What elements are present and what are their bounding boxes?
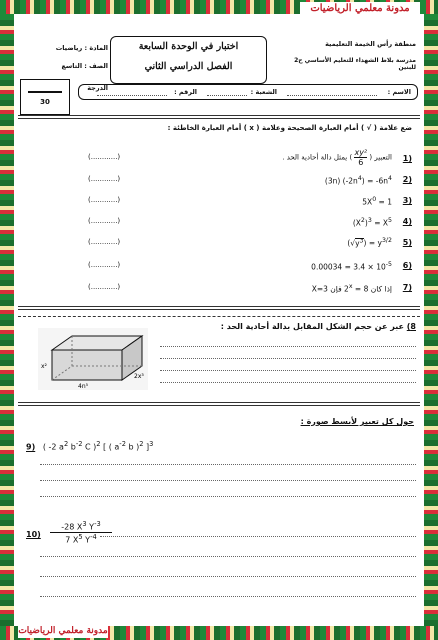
section1-instruction: ضع علامة ( √ ) أمام العبارة الصحيحة وعلامة ( x ) أمام العبارة الخاطئة : (167, 124, 412, 132)
number-label: الرقم : (174, 88, 197, 96)
student-info-row (78, 84, 418, 100)
divider-2 (18, 306, 420, 310)
rectangular-prism-figure (38, 328, 148, 390)
school-text: مدرسة بلاط الشهداء للتعليم الأساسي ح2 للبنين (294, 57, 416, 71)
list-item: 1) التعبير ( $\frac{\text{xy²}}{6}$ ) يمثل دالة أحادية الحد . (............) (88, 148, 412, 167)
divider-3 (18, 316, 420, 317)
score-label: الدرجة (87, 84, 108, 92)
answer-blank[interactable]: (............) (88, 217, 121, 225)
score-max: 30 (40, 98, 50, 106)
decorative-border-left (0, 0, 14, 640)
fig-label-height: x² (41, 363, 47, 370)
subject-text: المادة : رياضيات (55, 44, 108, 52)
list-item: 4) $(X^2)^3 = X^5$ (............) (88, 217, 412, 228)
score-box (20, 79, 70, 115)
bottom-banner: مدونة معلمي الرياضيات (18, 626, 108, 636)
list-item: 3) $5X^0 = 1$ (............) (88, 196, 412, 207)
answer-blank[interactable]: (............) (88, 196, 121, 204)
list-item: 7) إذا كان $2^x = 8$ فإن X=3 (............) (88, 283, 412, 294)
exam-term: الفصل الدراسي الثاني (144, 61, 233, 72)
q9-expression: 9) ( -2 $a^2$ $b^{-2}$ C )$^2$ [ ( $a^{-2}$ b )$^2$ ]$^3$ (26, 440, 154, 452)
answer-blank[interactable]: (............) (88, 238, 121, 246)
name-label: الاسم : (387, 88, 411, 96)
list-item: 5) $(√y^3) = y^{3/2}$ (............) (88, 237, 412, 248)
decorative-border-right (424, 0, 438, 640)
grade-text: الصف : التاسع (61, 62, 108, 70)
list-item: 6) $0.00034 = 3.4 \times 10^{-5}$ (............) (88, 261, 412, 272)
region-text: منطقة رأس الخيمة التعليمية (325, 40, 416, 48)
divider-1 (18, 115, 420, 119)
section-label: الشعبة : (250, 88, 277, 96)
answer-blank[interactable]: (............) (88, 153, 121, 161)
q1-text-b: ) يمثل دالة أحادية الحد . (282, 153, 353, 162)
q1-fraction: $\frac{\text{xy²}}{6}$ (354, 148, 368, 167)
top-banner: مدونة معلمي الرياضيات (300, 2, 420, 16)
exam-title-box (110, 36, 267, 84)
divider-4 (18, 402, 420, 406)
fig-label-length: 4n⁵ (78, 383, 89, 390)
exam-title: اختبار في الوحدة السابعة (138, 41, 239, 52)
fig-label-width: 2x³ (134, 373, 144, 380)
answer-blank[interactable]: (............) (88, 175, 121, 183)
answer-blank[interactable]: (............) (88, 283, 121, 291)
q1-text-a: التعبير ( (369, 153, 392, 162)
answer-blank[interactable]: (............) (88, 261, 121, 269)
q8-question: 8) عبر عن حجم الشكل المقابل بدالة أحادية الحد : (220, 322, 416, 331)
list-item: 2) (3n) $(-2n^4) = -6n^4$ (............) (88, 175, 412, 186)
section3-instruction: حول كل تعبير لأبسط صورة : (300, 417, 414, 426)
